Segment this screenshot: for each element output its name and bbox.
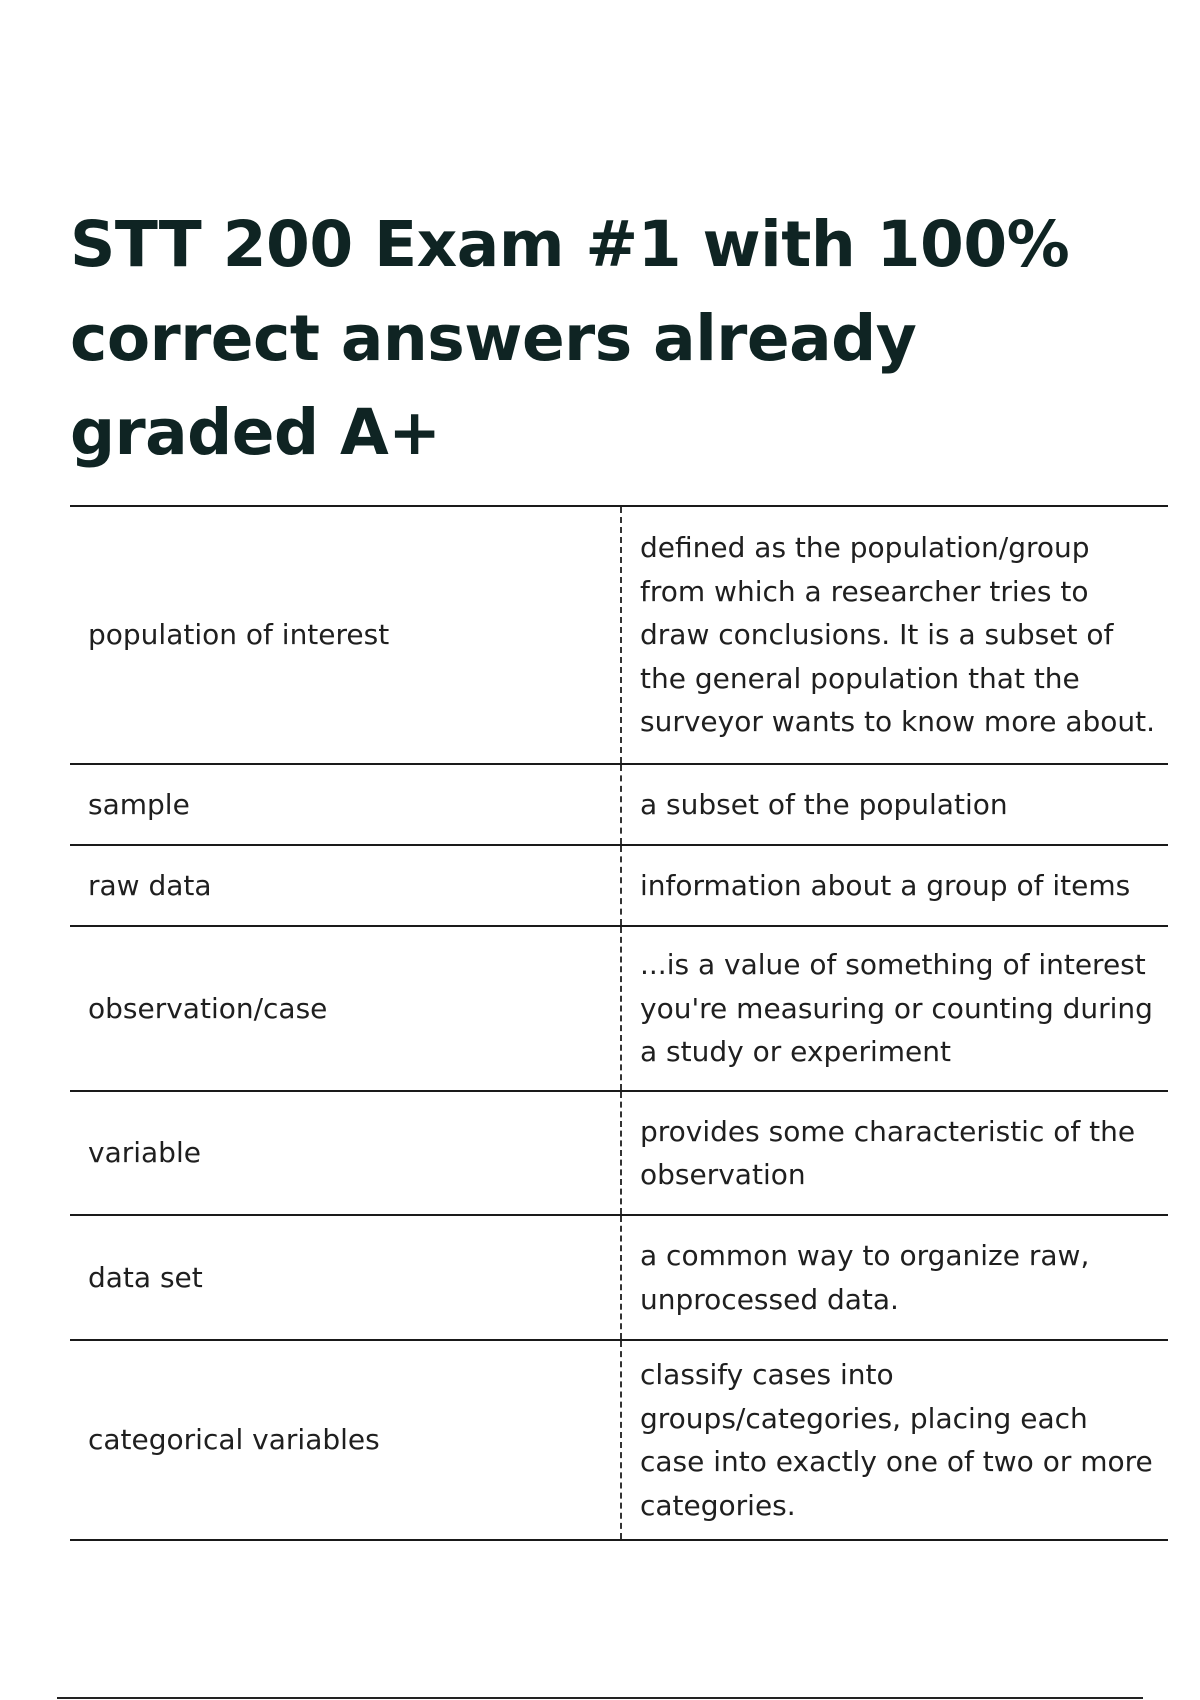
page-bottom-rule <box>57 1697 1143 1699</box>
table-row <box>70 1215 1168 1340</box>
definition-cell: provides some characteristic of the observation <box>621 1091 1168 1215</box>
table-row <box>70 506 1168 764</box>
term-cell: variable <box>70 1091 621 1215</box>
definition-cell: a subset of the population <box>621 764 1168 845</box>
term-cell: observation/case <box>70 926 621 1091</box>
definition-cell: information about a group of items <box>621 845 1168 926</box>
definition-cell: classify cases into groups/categories, placing each case into exactly one of two or more categories. <box>621 1340 1168 1540</box>
table-row <box>70 845 1168 926</box>
document-title: STT 200 Exam #1 with 100% correct answers already graded A+ <box>70 208 1070 469</box>
term-cell: data set <box>70 1215 621 1340</box>
term-cell: sample <box>70 764 621 845</box>
table-row <box>70 1091 1168 1215</box>
definition-cell: defined as the population/group from which a researcher tries to draw conclusions. It is a subset of the general population that the surveyor wants to know more about. <box>621 506 1168 764</box>
term-cell: population of interest <box>70 506 621 764</box>
definition-cell: a common way to organize raw, unprocessed data. <box>621 1215 1168 1340</box>
table-row <box>70 1340 1168 1540</box>
glossary-table <box>70 505 1168 1541</box>
term-cell: raw data <box>70 845 621 926</box>
table-row <box>70 764 1168 845</box>
term-cell: categorical variables <box>70 1340 621 1540</box>
definition-cell: ...is a value of something of interest you're measuring or counting during a study or experiment <box>621 926 1168 1091</box>
table-row <box>70 926 1168 1091</box>
